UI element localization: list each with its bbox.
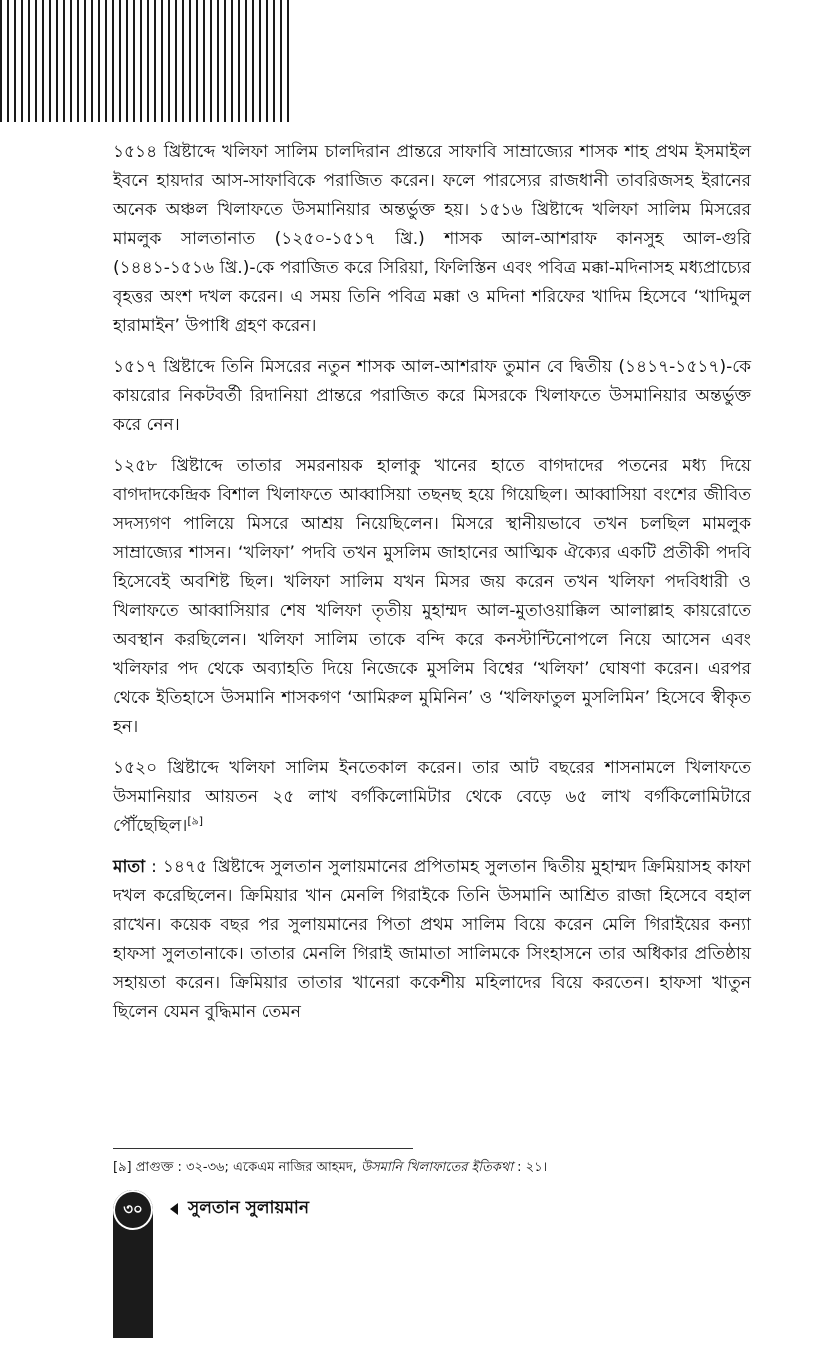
paragraph xyxy=(113,754,751,841)
paragraph: ১২৫৮ খ্রিষ্টাব্দে তাতার সমরনায়ক হালাকু খানের হাতে বাগদাদের পতনের মধ্য দিয়ে বাগদাদকেন্দ্রিক বিশাল খিলাফতে আব্বাসিয়া তছনছ হয়ে গিয়েছিল। আব্বাসিয়া বংশের জীবিত সদস্যগণ পালিয়ে মিসরে আশ্রয় নিয়েছিলেন। মিসরে স্থানীয়ভাবে তখন চলছিল মামলুক সাম্রাজ্যের শাসন। ‘খলিফা’ পদবি তখন মুসলিম জাহানের আত্মিক ঐক্যের একটি প্রতীকী পদবি হিসেবেই অবশিষ্ট ছিল। খলিফা সালিম যখন মিসর জয় করেন তখন খলিফা পদবিধারী ও খিলাফতে আব্বাসিয়ার শেষ খলিফা তৃতীয় মুহাম্মদ আল-মুতাওয়াক্কিল আলাল্লাহ কায়রোতে অবস্থান করছিলেন। খলিফা সালিম তাকে বন্দি করে কনস্টান্টিনোপলে নিয়ে আসেন এবং খলিফার পদ থেকে অব্যাহতি দিয়ে নিজেকে মুসলিম বিশ্বের ‘খলিফা’ ঘোষণা করেন। এরপর থেকে ইতিহাসে উসমানি শাসকগণ ‘আমিরুল মুমিনিন’ ও ‘খলিফাতুল মুসলিমিন’ হিসেবে স্বীকৃত হন। xyxy=(113,456,751,737)
label-separator: : xyxy=(145,857,163,877)
main-text xyxy=(113,138,751,1039)
triangle-left-icon xyxy=(170,1203,178,1215)
running-header xyxy=(170,1195,309,1223)
footnote-text: প্রাগুক্ত : ৩২-৩৬; একেএম নাজির আহমদ, xyxy=(131,1160,361,1175)
footnote-divider xyxy=(113,1148,413,1149)
footnote-page: : ২১। xyxy=(513,1160,548,1175)
footnote-marker: [৯] xyxy=(113,1160,132,1175)
paragraph xyxy=(113,853,751,1027)
paragraph-text: ১৫২০ খ্রিষ্টাব্দে খলিফা সালিম ইনতেকাল করেন। তার আট বছরের শাসনামলে খিলাফতে উসমানিয়ার আয়তন ২৫ লাখ বর্গকিলোমিটার থেকে বেড়ে ৬৫ লাখ বর্গকিলোমিটারে পৌঁছেছিল। xyxy=(113,758,751,836)
paragraph-text: ১৪৭৫ খ্রিষ্টাব্দে সুলতান সুলায়মানের প্রপিতামহ সুলতান দ্বিতীয় মুহাম্মদ ক্রিমিয়াসহ কাফা দখল করেছিলেন। ক্রিমিয়ার খান মেনলি গিরাইকে তিনি উসমানি আশ্রিত রাজা হিসেবে বহাল রাখেন। কয়েক বছর পর সুলায়মানের পিতা প্রথম সালিম বিয়ে করেন মেলি গিরাইয়ের কন্যা হাফসা সুলতানাকে। তাতার মেনলি গিরাই জামাতা সালিমকে সিংহাসনে তার অধিকার প্রতিষ্ঠায় সহায়তা করেন। ক্রিমিয়ার তাতার খানেরা ককেশীয় মহিলাদের বিয়ে করতেন। হাফসা খাতুন ছিলেন যেমন বুদ্ধিমান তেমন xyxy=(113,857,751,1022)
paragraph-label: মাতা xyxy=(113,857,146,877)
page-number: ৩০ xyxy=(113,1190,153,1230)
barcode-decoration xyxy=(0,0,290,122)
paragraph: ১৫১৭ খ্রিষ্টাব্দে তিনি মিসরের নতুন শাসক আল-আশরাফ তুমান বে দ্বিতীয় (১৪১৭-১৫১৭)-কে কায়রোর নিকটবর্তী রিদানিয়া প্রান্তরে পরাজিত করে মিসরকে খিলাফতে উসমানিয়ার অন্তর্ভুক্ত করে নেন। xyxy=(113,357,751,435)
book-title: সুলতান সুলায়মান xyxy=(188,1198,310,1218)
footnote-book-title: উসমানি খিলাফাতের ইতিকথা xyxy=(360,1160,514,1175)
footnote xyxy=(113,1158,763,1178)
footnote-reference[interactable]: [৯] xyxy=(187,814,204,828)
paragraph: ১৫১৪ খ্রিষ্টাব্দে খলিফা সালিম চালদিরান প্রান্তরে সাফাবি সাম্রাজ্যের শাসক শাহ প্রথম ইসমাইল ইবনে হায়দার আস-সাফাবিকে পরাজিত করেন। ফলে পারস্যের রাজধানী তাবরিজসহ ইরানের অনেক অঞ্চল খিলাফতে উসমানিয়ার অন্তর্ভুক্ত হয়। ১৫১৬ খ্রিষ্টাব্দে খলিফা সালিম মিসরের মামলুক সালতানাত (১২৫০-১৫১৭ খ্রি.) শাসক আল-আশরাফ কানসুহ আল-গুরি (১৪৪১-১৫১৬ খ্রি.)-কে পরাজিত করে সিরিয়া, ফিলিস্তিন এবং পবিত্র মক্কা-মদিনাসহ মধ্যপ্রাচ্যের বৃহত্তর অংশ দখল করেন। এ সময় তিনি পবিত্র মক্কা ও মদিনা শরিফের খাদিম হিসেবে ‘খাদিমুল হারামাইন’ উপাধি গ্রহণ করেন। xyxy=(113,142,751,336)
